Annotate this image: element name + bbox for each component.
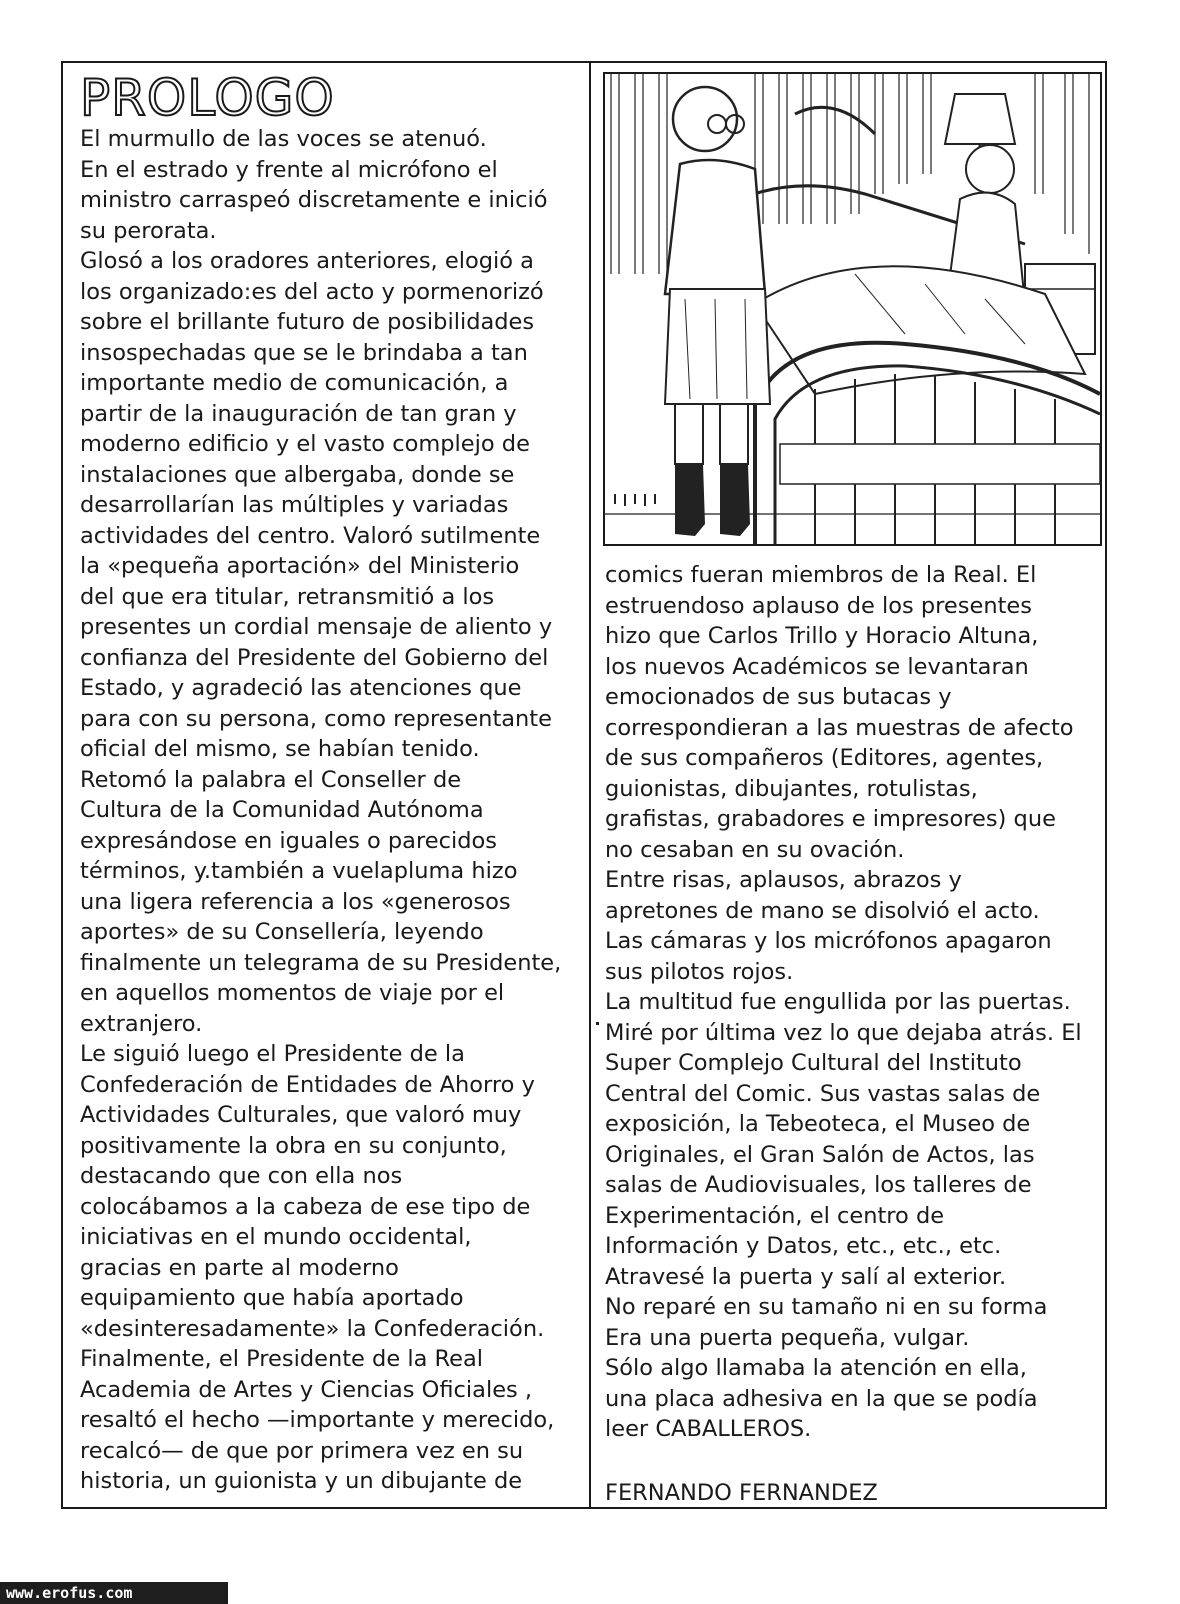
text-line: actividades del centro. Valoró sutilmente (80, 522, 541, 549)
text-line: la «pequeña aportación» del Ministerio (80, 553, 520, 579)
text-line: Experimentación, el centro de (605, 1202, 945, 1229)
text-line: Atravesé la puerta y salí al exterior. (605, 1263, 1007, 1290)
text-line: gracias en parte al moderno (80, 1254, 399, 1281)
text-line: una ligera referencia a los «generosos (80, 888, 511, 915)
text-line: su perorata. (80, 217, 217, 244)
text-line: El murmullo de las voces se atenuó. (80, 126, 487, 152)
text-line: Entre risas, aplausos, abrazos y (605, 867, 962, 893)
text-line: sus pilotos rojos. (605, 958, 794, 985)
text-line: extranjero. (80, 1010, 203, 1037)
text-line: los organizado:es del acto y pormenorizó (80, 278, 544, 305)
text-line: Retomó la palabra el Conseller de (80, 766, 462, 793)
text-line: no cesaban en su ovación. (605, 836, 905, 863)
text-line: oficial del mismo, se habían tenido. (80, 736, 480, 762)
text-line: instalaciones que albergaba, donde se (80, 461, 515, 488)
text-line: colocábamos a la cabeza de ese tipo de (80, 1193, 531, 1220)
text-line: salas de Audiovisuales, los talleres de (605, 1172, 1032, 1198)
stray-dot (596, 1022, 599, 1025)
text-line: importante medio de comunicación, a (80, 370, 509, 396)
text-line: de sus compañeros (Editores, agentes, (605, 745, 1044, 771)
text-line: Confederación de Entidades de Ahorro y (80, 1071, 535, 1098)
text-line: recalcó— de que por primera vez en su (80, 1437, 524, 1464)
text-line: los nuevos Académicos se levantaran (605, 653, 1029, 680)
text-line: leer CABALLEROS. (605, 1416, 812, 1442)
text-line: del que era titular, retransmitió a los (80, 583, 495, 610)
text-line: exposición, la Tebeoteca, el Museo de (605, 1111, 1031, 1137)
text-line: insospechadas que se le brindaba a tan (80, 339, 528, 366)
text-line: grafistas, grabadores e impresores) que (605, 806, 1056, 832)
text-line: finalmente un telegrama de su Presidente, (80, 949, 562, 976)
text-line: términos, y.también a vuelapluma hizo (80, 858, 518, 884)
text-line: ministro carraspeó discretamente e inició (80, 187, 548, 213)
text-line: confianza del Presidente del Gobierno del (80, 644, 549, 671)
text-line: hizo que Carlos Trillo y Horacio Altuna, (605, 623, 1039, 649)
text-line: Super Complejo Cultural del Instituto (605, 1050, 1022, 1076)
text-line: iniciativas en el mundo occidental, (80, 1224, 472, 1250)
text-line: partir de la inauguración de tan gran y (80, 400, 517, 427)
text-line: comics fueran miembros de la Real. El (605, 562, 1037, 588)
column-divider (589, 61, 591, 1509)
page-title: PROLOGO (80, 69, 335, 127)
left-column-text (80, 124, 580, 1497)
text-line: «desinteresadamente» la Confederación. (80, 1315, 545, 1342)
text-line: Finalmente, el Presidente de la Real (80, 1346, 484, 1372)
text-line: Actividades Culturales, que valoró muy (80, 1102, 522, 1128)
text-line: Academia de Artes y Ciencias Oficiales , (80, 1376, 533, 1403)
text-line: expresándose en iguales o parecidos (80, 827, 497, 854)
text-line: Sólo algo llamaba la atención en ella, (605, 1355, 1027, 1381)
text-line: En el estrado y frente al micrófono el (80, 156, 498, 183)
text-line: historia, un guionista y un dibujante de (80, 1468, 523, 1494)
right-column-text (605, 560, 1095, 1445)
text-line: para con su persona, como representante (80, 705, 552, 732)
text-line: moderno edificio y el vasto complejo de (80, 431, 530, 457)
comic-panel-bedroom-illustration (603, 72, 1102, 546)
text-line: La multitud fue engullida por las puertas. (605, 989, 1071, 1015)
author-signature: FERNANDO FERNANDEZ (605, 1480, 878, 1506)
text-line: estruendoso aplauso de los presentes (605, 592, 1032, 619)
text-line: positivamente la obra en su conjunto, (80, 1132, 507, 1159)
text-line: aportes» de su Consellería, leyendo (80, 919, 484, 945)
text-line: una placa adhesiva en la que se podía (605, 1385, 1038, 1412)
text-line: Estado, y agradeció las atenciones que (80, 675, 522, 701)
text-line: Le siguió luego el Presidente de la (80, 1041, 465, 1067)
text-line: Cultura de la Comunidad Autónoma (80, 797, 484, 823)
text-line: Glosó a los oradores anteriores, elogió a (80, 248, 534, 274)
text-line: Información y Datos, etc., etc., etc. (605, 1233, 1002, 1259)
text-line: No reparé en su tamaño ni en su forma (605, 1294, 1048, 1320)
text-line: equipamiento que había aportado (80, 1285, 464, 1311)
text-line: Era una puerta pequeña, vulgar. (605, 1324, 970, 1351)
illustration-drawing (605, 74, 1100, 544)
text-line: Originales, el Gran Salón de Actos, las (605, 1141, 1035, 1168)
text-line: sobre el brillante futuro de posibilidades (80, 309, 535, 335)
site-watermark: www.erofus.com (0, 1582, 228, 1604)
text-line: Miré por última vez lo que dejaba atrás. El (605, 1019, 1082, 1046)
text-line: resaltó el hecho —importante y merecido, (80, 1407, 555, 1433)
text-line: Las cámaras y los micrófonos apagaron (605, 928, 1052, 954)
text-line: apretones de mano se disolvió el acto. (605, 897, 1040, 924)
text-line: en aquellos momentos de viaje por el (80, 980, 505, 1006)
text-line: emocionados de sus butacas y (605, 684, 952, 710)
text-line: correspondieran a las muestras de afecto (605, 714, 1074, 741)
text-line: Central del Comic. Sus vastas salas de (605, 1080, 1041, 1107)
text-line: destacando que con ella nos (80, 1163, 403, 1189)
text-line: guionistas, dibujantes, rotulistas, (605, 775, 978, 802)
text-line: desarrollarían las múltiples y variadas (80, 492, 509, 518)
text-line: presentes un cordial mensaje de aliento y (80, 614, 553, 640)
